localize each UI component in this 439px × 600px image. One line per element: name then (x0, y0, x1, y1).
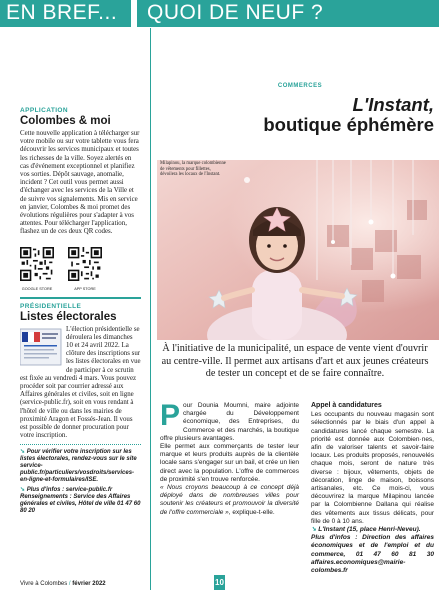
article-quote-paragraph (160, 484, 299, 517)
section-title-en-bref: EN BREF... (6, 1, 118, 24)
article-paragraph-1 (160, 399, 299, 443)
article-quote: « Nous croyons beaucoup à ce concept déjà déployé dans de nombreuses villes pour soutenir les créateurs et promouvoir la diversité de l'offre commerciale », (160, 484, 299, 516)
qr-codes (20, 247, 141, 291)
qr-app-store[interactable] (68, 247, 102, 291)
elections-note-verify-text: Pour vérifier votre inscription sur les listes électorales, rendez-vous sur le site service-public.fr/particuliers/vosdroits/services-en-ligne-et-formulaires/ISE. (20, 449, 137, 484)
voter-card-icon (20, 326, 62, 368)
article-photo (157, 160, 439, 340)
article-lede: À l'initiative de la municipalité, un espace de vente vient d'ouvrir au centre-ville. Il permet aux artisans d'art et aux jeunes créateurs de tester un concept et de se faire connaître. (161, 343, 429, 379)
app-title: Colombes & moi (20, 115, 111, 127)
page-number: 10 (214, 575, 225, 590)
elections-body: L'élection présidentielle se déroulera les dimanches 10 et 24 avril 2022. La clôture des inscriptions sur les listes électorales en vue de participer à ce scrutin est fixée au vendredi 4 mars. Vous pouvez procéder soit par courrier adressé aux Affaires générales et civiles, soit en ligne (service-public.fr), soit en vous rendant à l'hôtel de ville ou dans les mairies de proximité Aragon et Fossés-Jean. Il vous est possible de donner procuration pour votre inscription. (20, 325, 141, 440)
qr-code-icon (20, 247, 54, 281)
page-footer: Vivre à Colombes / février 2022 (20, 581, 106, 587)
elections-block (20, 326, 141, 441)
elections-note-info (20, 487, 141, 515)
issue-date: février 2022 (72, 581, 106, 587)
column-divider (150, 28, 151, 590)
section-title-quoi-de-neuf: QUOI DE NEUF ? (147, 1, 324, 24)
arrow-icon: ➘ (311, 526, 319, 534)
arrow-icon: ➘ (20, 449, 27, 456)
arrow-icon: ➘ (20, 487, 27, 494)
article-contact: Plus d'infos : Direction des affaires économiques et de l'emploi et du commerce, 01 47 60 81 30 affaires.economiques@mairie-colombes.fr (311, 534, 434, 575)
article-paragraph-3: Les occupants du nouveau magasin sont sélectionnés par le biais d'un appel à candidatures lancé chaque semestre. La priorité est donnée aux Colombien·nes, afin de valoriser talents et savoir-faire locaux. Les produits proposés, renouvelés chaque mois, seront de nature très diverse : bijoux, vêtements, objets de décoration, linge de maison, boissons artisanales, etc. Ce mois-ci, vous découvrirez la marque Milapinou lancée par la Colombienne Dallana qui réalise des vêtements aux tissus délicats, pour fille de 0 à 10 ans. (311, 411, 434, 525)
girl-shop-photo (157, 160, 439, 340)
article-paragraph-1-text: our Dounia Moumni, maire adjointe chargée du Développement économique, des Entreprises, du Commerce et des marchés, la boutique offre plusieurs avantages. (160, 402, 299, 442)
elections-title: Listes électorales (20, 310, 117, 323)
qr-code-icon (68, 247, 102, 281)
article-column-2 (311, 402, 434, 575)
article-title-line1: L'Instant, (352, 94, 434, 115)
drop-cap: P (160, 399, 181, 432)
section-header-left (0, 0, 131, 27)
elections-category: PRÉSIDENTIELLE (20, 302, 82, 310)
qr-google-store[interactable] (20, 247, 54, 291)
publication-name: Vivre à Colombes (20, 581, 68, 587)
sidebar-separator (20, 297, 141, 299)
section-header-right (137, 0, 439, 27)
article-address-text: L'Instant (15, place Henri-Neveu). (318, 526, 421, 534)
article-address (311, 526, 434, 534)
sidebar-briefs (20, 107, 141, 515)
qr-label-apple: APP STORE (74, 286, 96, 291)
app-body: Cette nouvelle application à télécharger sur votre mobile ou sur votre tablette vous fera découvrir les services municipaux et toutes les richesses de la ville. Soyez alertés en cas d'événement exceptionnel et planifiez vos sorties. Dépôt sauvage, anomalie, incident ? Cet outil vous permet aussi d'échanger avec les services de la Ville et de suivre vos signalements. Mis en service en janvier, Colombes & moi promet des évolutions régulières pour s'adapter à vos attentes. Pour télécharger l'application, flashez un de ces deux QR codes. (20, 130, 140, 236)
article-title-line2: boutique éphémère (263, 114, 434, 135)
article-title (160, 95, 434, 135)
article-subheading: Appel à candidatures (311, 402, 382, 409)
article-column-1 (160, 399, 299, 517)
app-category: APPLICATION (20, 107, 68, 114)
article-paragraph-2: Elle permet aux commerçants de tester leur marque et leurs produits auprès de la clientèle locale sans s'engager sur un bail, et crée un lien direct avec la population. L'offre de commerces de proximité s'en trouve renforcée. (160, 443, 299, 483)
photo-caption: Milapinou, la marque colombienne de vêtements pour fillettes, dévoilera les locaux de l'Instant. (160, 161, 226, 177)
qr-label-google: GOOGLE STORE (21, 286, 53, 291)
article-category: COMMERCES (277, 83, 323, 89)
elections-note-info-text: Plus d'infos : service-public.fr Renseignements : Service des Affaires générales et civiles, Hôtel de ville 01 47 60 80 20 (20, 487, 141, 515)
sidebar-dotted-separator (20, 444, 141, 445)
elections-note-verify (20, 449, 141, 484)
article-quote-tail: explique-t-elle. (230, 508, 275, 516)
